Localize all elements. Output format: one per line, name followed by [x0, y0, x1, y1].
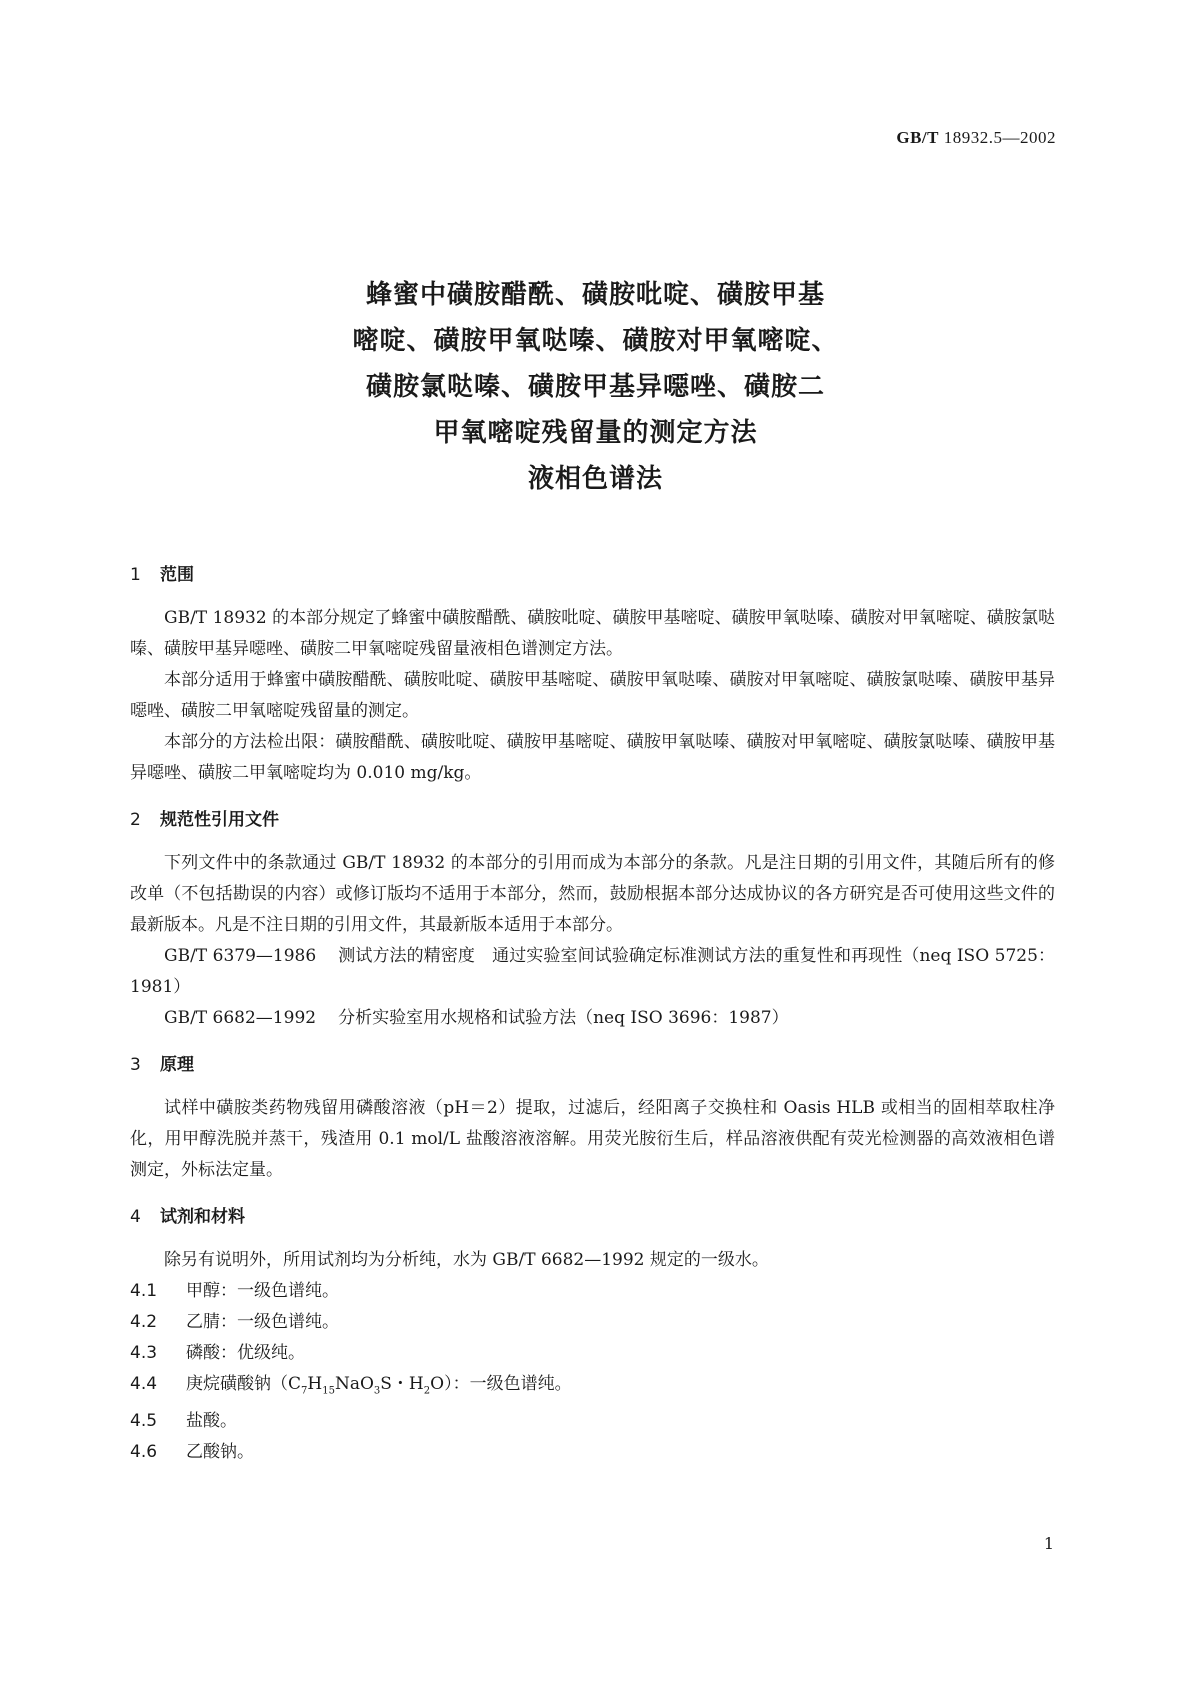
section-number: 2: [130, 810, 141, 830]
item-text: 甲醇：一级色谱纯。: [186, 1281, 339, 1301]
reagent-item: [130, 1437, 1055, 1468]
section-heading-reagents: [130, 1202, 1055, 1233]
item-text: 乙酸钠。: [186, 1442, 254, 1463]
reagent-item: [130, 1307, 1055, 1338]
reference-text: 分析实验室用水规格和试验方法（neq ISO 3696：1987）: [338, 1008, 789, 1028]
reagent-item: [130, 1406, 1055, 1437]
paragraph: 本部分适用于蜂蜜中磺胺醋酰、磺胺吡啶、磺胺甲基嘧啶、磺胺甲氧哒嗪、磺胺对甲氧嘧啶、磺胺氯哒嗪、磺胺甲基异噁唑、磺胺二甲氧嘧啶残留量的测定。: [130, 670, 1055, 721]
reference-item: [130, 941, 1055, 1003]
paragraph: 本部分的方法检出限：磺胺醋酰、磺胺吡啶、磺胺甲基嘧啶、磺胺甲氧哒嗪、磺胺对甲氧嘧啶、磺胺氯哒嗪、磺胺甲基异噁唑、磺胺二甲氧嘧啶均为 0.010 mg/kg。: [130, 732, 1055, 783]
item-text: 乙腈：一级色谱纯。: [186, 1312, 339, 1332]
title-line: 磺胺氯哒嗪、磺胺甲基异噁唑、磺胺二: [365, 372, 825, 402]
item-number: 4.3: [130, 1343, 158, 1363]
item-text: 磷酸：优级纯。: [186, 1343, 305, 1363]
item-number: 4.1: [130, 1281, 158, 1301]
page-number: 1: [1043, 1534, 1054, 1553]
item-number: 4.5: [130, 1411, 158, 1432]
formula-text: 庚烷磺酸钠（$C_7H_{15}NaO_3S$・$H_2O$）：一级色谱纯。: [186, 1374, 572, 1397]
section-title: 原理: [160, 1055, 194, 1075]
section-number: 1: [130, 565, 141, 585]
section-heading-principle: [130, 1050, 1055, 1081]
reference-code: GB/T 6379—1986: [164, 946, 317, 966]
standard-number: [896, 128, 1056, 148]
section-title: 规范性引用文件: [160, 810, 279, 830]
reagent-item: [130, 1338, 1055, 1369]
section-title: 范围: [160, 565, 194, 585]
title-line: 甲氧嘧啶残留量的测定方法: [433, 418, 758, 448]
section-number: 3: [130, 1055, 141, 1075]
standard-code: 18932.5—2002: [943, 128, 1056, 147]
title-line: 蜂蜜中磺胺醋酰、磺胺吡啶、磺胺甲基: [365, 280, 825, 310]
paragraph: 试样中磺胺类药物残留用磷酸溶液（pH＝2）提取，过滤后，经阳离子交换柱和 Oasis HLB 或相当的固相萃取柱净化，用甲醇洗脱并蒸干，残渣用 0.1 mol/L 盐酸溶液溶解。用荧光胺衍生后，样品溶液供配有荧光检测器的高效液相色谱测定，外标法定量。: [130, 1098, 1055, 1180]
title-line: 液相色谱法: [527, 464, 663, 494]
title-line: 嘧啶、磺胺甲氧哒嗪、磺胺对甲氧嘧啶、: [352, 326, 839, 356]
standard-prefix: GB/T: [896, 128, 939, 147]
paragraph: 除另有说明外，所用试剂均为分析纯，水为 GB/T 6682—1992 规定的一级水。: [164, 1250, 769, 1270]
reference-code: GB/T 6682—1992: [164, 1008, 317, 1028]
reagent-item: [130, 1369, 1055, 1406]
section-heading-normative-references: [130, 805, 1055, 836]
item-number: 4.6: [130, 1442, 158, 1463]
section-number: 4: [130, 1207, 141, 1227]
reagent-item: [130, 1276, 1055, 1307]
reference-item: [130, 1003, 1055, 1034]
document-body: [130, 560, 1055, 1468]
item-text: 盐酸。: [186, 1411, 237, 1432]
section-heading-scope: [130, 560, 1055, 591]
paragraph: 下列文件中的条款通过 GB/T 18932 的本部分的引用而成为本部分的条款。凡是注日期的引用文件，其随后所有的修改单（不包括勘误的内容）或修订版均不适用于本部分，然而，鼓励根据本部分达成协议的各方研究是否可使用这些文件的最新版本。凡是不注日期的引用文件，其最新版本适用于本部分。: [130, 853, 1055, 935]
reference-text: 测试方法的精密度 通过实验室间试验确定标准测试方法的重复性和再现性（neq ISO 5725：1981）: [130, 946, 1055, 997]
document-title: [0, 272, 1191, 502]
section-title: 试剂和材料: [160, 1207, 245, 1227]
item-number: 4.2: [130, 1312, 158, 1332]
paragraph: GB/T 18932 的本部分规定了蜂蜜中磺胺醋酰、磺胺吡啶、磺胺甲基嘧啶、磺胺甲氧哒嗪、磺胺对甲氧嘧啶、磺胺氯哒嗪、磺胺甲基异噁唑、磺胺二甲氧嘧啶残留量液相色谱测定方法。: [130, 608, 1055, 659]
item-number: 4.4: [130, 1374, 158, 1394]
